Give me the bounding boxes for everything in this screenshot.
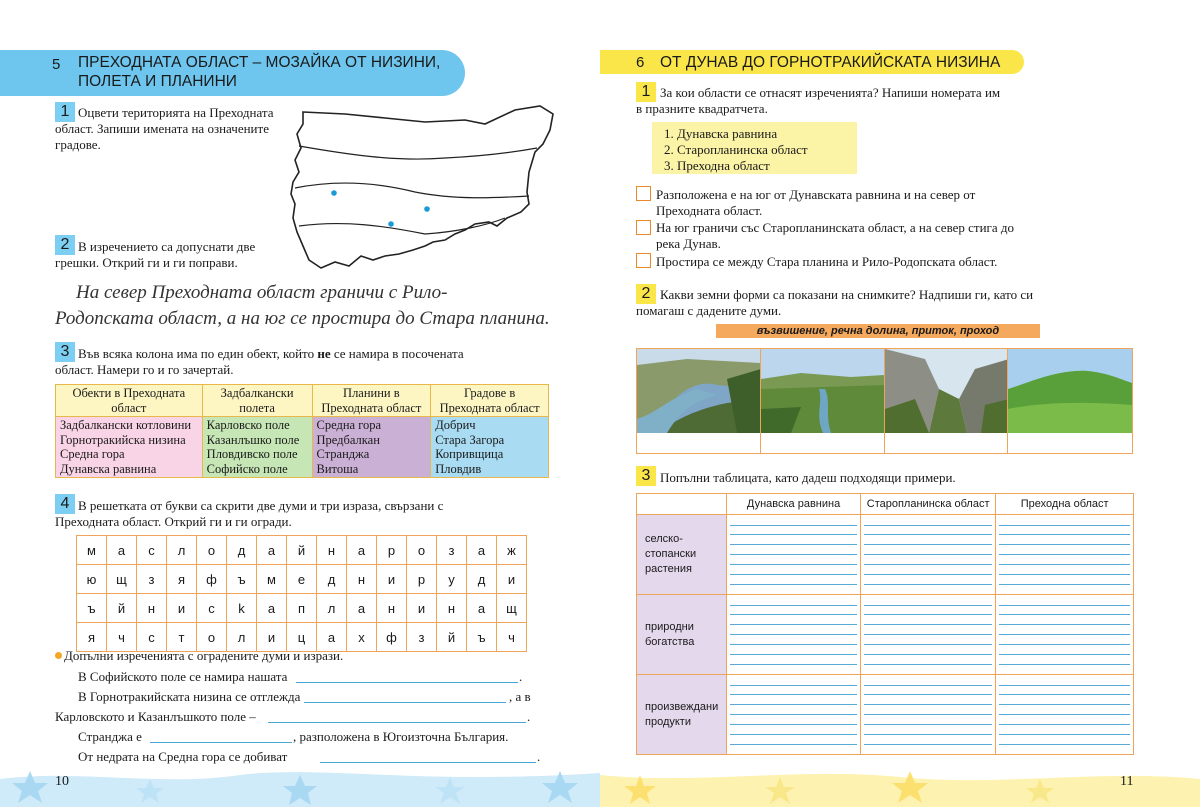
grid-letter[interactable]: т [167,623,197,652]
task-number: 1 [636,82,656,102]
statement-1-line1: Разположена е на юг от Дунавската равнина и на север от [656,187,976,202]
grid-letter[interactable]: н [137,594,167,623]
grid-letter[interactable]: а [317,623,347,652]
answer-line[interactable] [304,702,506,703]
grid-letter[interactable]: з [437,536,467,565]
grid-letter[interactable]: и [377,565,407,594]
answer-cell[interactable] [727,675,861,755]
page-number: 11 [1120,774,1134,789]
grid-letter[interactable]: ъ [77,594,107,623]
answer-line[interactable] [320,762,536,763]
task-number: 2 [636,284,656,304]
task1-line1: Оцвети територията на Преходната [78,105,274,120]
grid-letter[interactable]: и [167,594,197,623]
section-title-line1: ПРЕХОДНАТА ОБЛАСТ – МОЗАЙКА ОТ НИЗИНИ, [78,54,441,71]
decorative-footer [600,765,1200,807]
grid-letter[interactable]: н [347,565,377,594]
task3-line1: Попълни таблицата, като дадеш подходящи примери. [660,470,956,485]
grid-letter[interactable]: я [167,565,197,594]
script-sentence-line1: На север Преходната област граничи с Рило- [76,282,448,303]
grid-letter[interactable]: д [227,536,257,565]
sentence-5-end: . [537,749,541,764]
task4-line2: Преходната област. Открий ги и ги огради. [55,514,292,529]
option-item: 2. Старопланинска област [664,142,808,157]
sentence-1: В Софийското поле се намира нашата [78,669,288,684]
grid-letter[interactable]: р [407,565,437,594]
list-item[interactable]: Средна гора [316,418,382,432]
row-label-products: произвеждани продукти [637,675,727,755]
sentence-1-end: . [519,669,523,684]
sentence-2-end: , а в [509,689,531,704]
grid-letter[interactable]: у [437,565,467,594]
bullet-dot [55,652,62,659]
page-number: 10 [55,774,69,789]
sentence-4: Странджа е [78,729,142,744]
list-item[interactable]: Добрич [435,418,476,432]
word-bank: възвишение, речна долина, приток, проход [716,324,1040,338]
script-sentence-line2: Родопската област, а на юг се простира до Стара планина. [55,308,550,329]
answer-cell[interactable] [727,595,861,675]
examples-table [636,493,1134,755]
list-item[interactable]: Стара Загора [435,432,505,447]
task1-line3: градове. [55,137,101,152]
grid-letter[interactable]: ж [497,536,527,565]
grid-letter[interactable]: н [377,594,407,623]
grid-letter[interactable]: k [227,594,257,623]
table-header: Обекти в Преходната област [56,385,203,417]
section-title: ОТ ДУНАВ ДО ГОРНОТРАКИЙСКАТА НИЗИНА [660,54,1001,71]
grid-letter[interactable]: я [77,623,107,652]
photo-strip [636,348,1133,454]
option-item: 1. Дунавска равнина [664,126,778,141]
grid-letter[interactable]: д [317,565,347,594]
bulgaria-map[interactable] [285,100,560,275]
grid-letter[interactable]: й [287,536,317,565]
photo-label-field[interactable] [885,433,1009,453]
complete-title: Допълни изреченията с оградените думи и изрази. [64,648,344,663]
city-dot[interactable] [331,190,337,196]
objects-column[interactable] [56,417,203,478]
table-header: Преходна област [996,494,1134,515]
grid-letter[interactable]: м [257,565,287,594]
grid-letter[interactable]: ф [377,623,407,652]
answer-cell[interactable] [860,515,995,595]
grid-letter[interactable]: з [137,565,167,594]
grid-letter[interactable]: ч [107,623,137,652]
section-number: 5 [52,56,61,73]
grid-letter[interactable]: р [377,536,407,565]
answer-cell[interactable] [996,595,1134,675]
grid-letter[interactable]: н [317,536,347,565]
task-number: 2 [55,235,75,255]
photo-gorge [885,349,1009,433]
row-label-resources: природни богатства [637,595,727,675]
list-item[interactable]: Пловдивско поле [206,447,298,461]
sentence-5: От недрата на Средна гора се добиват [78,749,288,764]
option-item: 3. Преходна област [664,158,770,173]
mountains-column[interactable] [312,417,431,478]
task2-line2: грешки. Открий ги и ги поправи. [55,255,238,270]
grid-letter[interactable]: о [197,623,227,652]
task1-line1: За кои области се отнасят изреченията? Напиши номерата им [660,85,1001,100]
task2-line1: В изречението са допуснати две [78,239,256,254]
grid-letter[interactable]: и [497,565,527,594]
sentence-4-end: , разположена в Югоизточна България. [293,729,509,744]
list-item[interactable]: Задбалкански котловини [60,418,192,432]
letter-grid[interactable] [76,535,527,652]
task4-line1: В решетката от букви са скрити две думи и три израза, свързани с [78,498,444,513]
list-item[interactable]: Предбалкан [316,432,380,447]
section-number: 6 [636,54,645,71]
grid-letter[interactable]: ч [497,623,527,652]
answer-cell[interactable] [727,515,861,595]
grid-letter[interactable]: и [407,594,437,623]
grid-letter[interactable]: л [167,536,197,565]
grid-letter[interactable]: й [437,623,467,652]
photo-label-field[interactable] [637,433,761,453]
grid-letter[interactable]: х [347,623,377,652]
photo-river-valley [761,349,885,433]
table-header: Градове в Преходната област [431,385,549,417]
grid-letter[interactable]: с [197,594,227,623]
city-dot[interactable] [424,206,430,212]
grid-letter[interactable]: а [347,594,377,623]
photo-hill [1008,349,1132,433]
list-item[interactable]: Копривщица [435,447,504,461]
answer-cell[interactable] [860,595,995,675]
statement-2-line1: На юг граничи със Старопланинската област, а на север стига до [656,220,1015,235]
grid-row [77,594,527,623]
grid-letter[interactable]: ъ [227,565,257,594]
row-label-crops: селско- стопански растения [637,515,727,595]
table-header: Старопланинска област [860,494,995,515]
grid-letter[interactable]: ц [287,623,317,652]
grid-letter[interactable]: л [227,623,257,652]
grid-letter[interactable]: и [257,623,287,652]
grid-letter[interactable]: о [407,536,437,565]
list-item[interactable]: Софийско поле [206,461,288,476]
grid-row [77,565,527,594]
grid-letter[interactable]: л [317,594,347,623]
grid-letter[interactable]: щ [497,594,527,623]
task3-line1: Във всяка колона има по един обект, който не се намира в посочената [78,346,464,361]
right-page [600,0,1200,807]
grid-letter[interactable]: й [107,594,137,623]
grid-letter[interactable]: щ [107,565,137,594]
grid-letter[interactable]: а [257,536,287,565]
map-outline [291,106,553,268]
objects-table [55,384,549,478]
table-header: Задбалкански полета [202,385,312,417]
answer-checkbox[interactable] [636,253,651,268]
statement-2-line2: река Дунав. [656,236,721,251]
city-dot[interactable] [388,221,394,227]
grid-letter[interactable]: е [287,565,317,594]
grid-letter[interactable]: а [347,536,377,565]
answer-line[interactable] [296,682,518,683]
list-item[interactable]: Карловско поле [206,418,290,432]
list-item[interactable]: Казанлъшко поле [206,432,300,447]
task-number: 3 [55,342,75,362]
answer-checkbox[interactable] [636,186,651,201]
table-header: Дунавска равнина [727,494,861,515]
table-corner [637,494,727,515]
task1-line2: в празните квадратчета. [636,101,768,116]
statement-1-line2: Преходната област. [656,203,763,218]
grid-letter[interactable]: с [137,536,167,565]
grid-letter[interactable]: д [467,565,497,594]
grid-letter[interactable]: м [77,536,107,565]
task2-line2: помагаш с дадените думи. [636,303,782,318]
task-number: 1 [55,102,75,122]
grid-letter[interactable]: ю [77,565,107,594]
answer-cell[interactable] [996,515,1134,595]
section-title-line2: ПОЛЕТА И ПЛАНИНИ [78,73,237,90]
task-number: 3 [636,466,656,486]
grid-letter[interactable]: а [257,594,287,623]
list-item[interactable]: Витоша [316,461,359,476]
answer-cell[interactable] [860,675,995,755]
sentence-3: Карловското и Казанлъшкото поле – [55,709,256,724]
photo-river-bend [637,349,761,433]
answer-line[interactable] [150,742,292,743]
list-item[interactable]: Средна гора [60,447,125,461]
grid-letter[interactable]: н [437,594,467,623]
task3-line2: област. Намери го и го зачертай. [55,362,234,377]
grid-letter[interactable]: ъ [467,623,497,652]
task2-line1: Какви земни форми са показани на снимките? Надпиши ги, като си [660,287,1034,302]
grid-letter[interactable]: а [467,594,497,623]
decorative-footer [0,765,600,807]
answer-cell[interactable] [996,675,1134,755]
list-item[interactable]: Странджа [316,447,370,461]
grid-letter[interactable]: ф [197,565,227,594]
photo-label-field[interactable] [761,433,885,453]
statement-3: Простира се между Стара планина и Рило-Родопската област. [656,254,998,269]
list-item[interactable]: Горнотракийска низина [60,432,186,447]
grid-letter[interactable]: о [197,536,227,565]
sentence-2: В Горнотракийската низина се отглежда [78,689,301,704]
grid-row [77,536,527,565]
options-box [652,122,857,174]
grid-letter[interactable]: а [467,536,497,565]
fields-column[interactable] [202,417,312,478]
cities-column[interactable] [431,417,549,478]
grid-letter[interactable]: с [137,623,167,652]
task1-line2: област. Запиши имената на означените [55,121,269,136]
table-header: Планини в Преходната област [312,385,431,417]
grid-letter[interactable]: з [407,623,437,652]
answer-line[interactable] [268,722,526,723]
task-number: 4 [55,494,75,514]
list-item[interactable]: Дунавска равнина [60,461,157,476]
photo-label-field[interactable] [1008,433,1132,453]
list-item[interactable]: Пловдив [435,461,482,476]
grid-letter[interactable]: а [107,536,137,565]
sentence-3-end: . [527,709,531,724]
grid-letter[interactable]: п [287,594,317,623]
answer-checkbox[interactable] [636,220,651,235]
